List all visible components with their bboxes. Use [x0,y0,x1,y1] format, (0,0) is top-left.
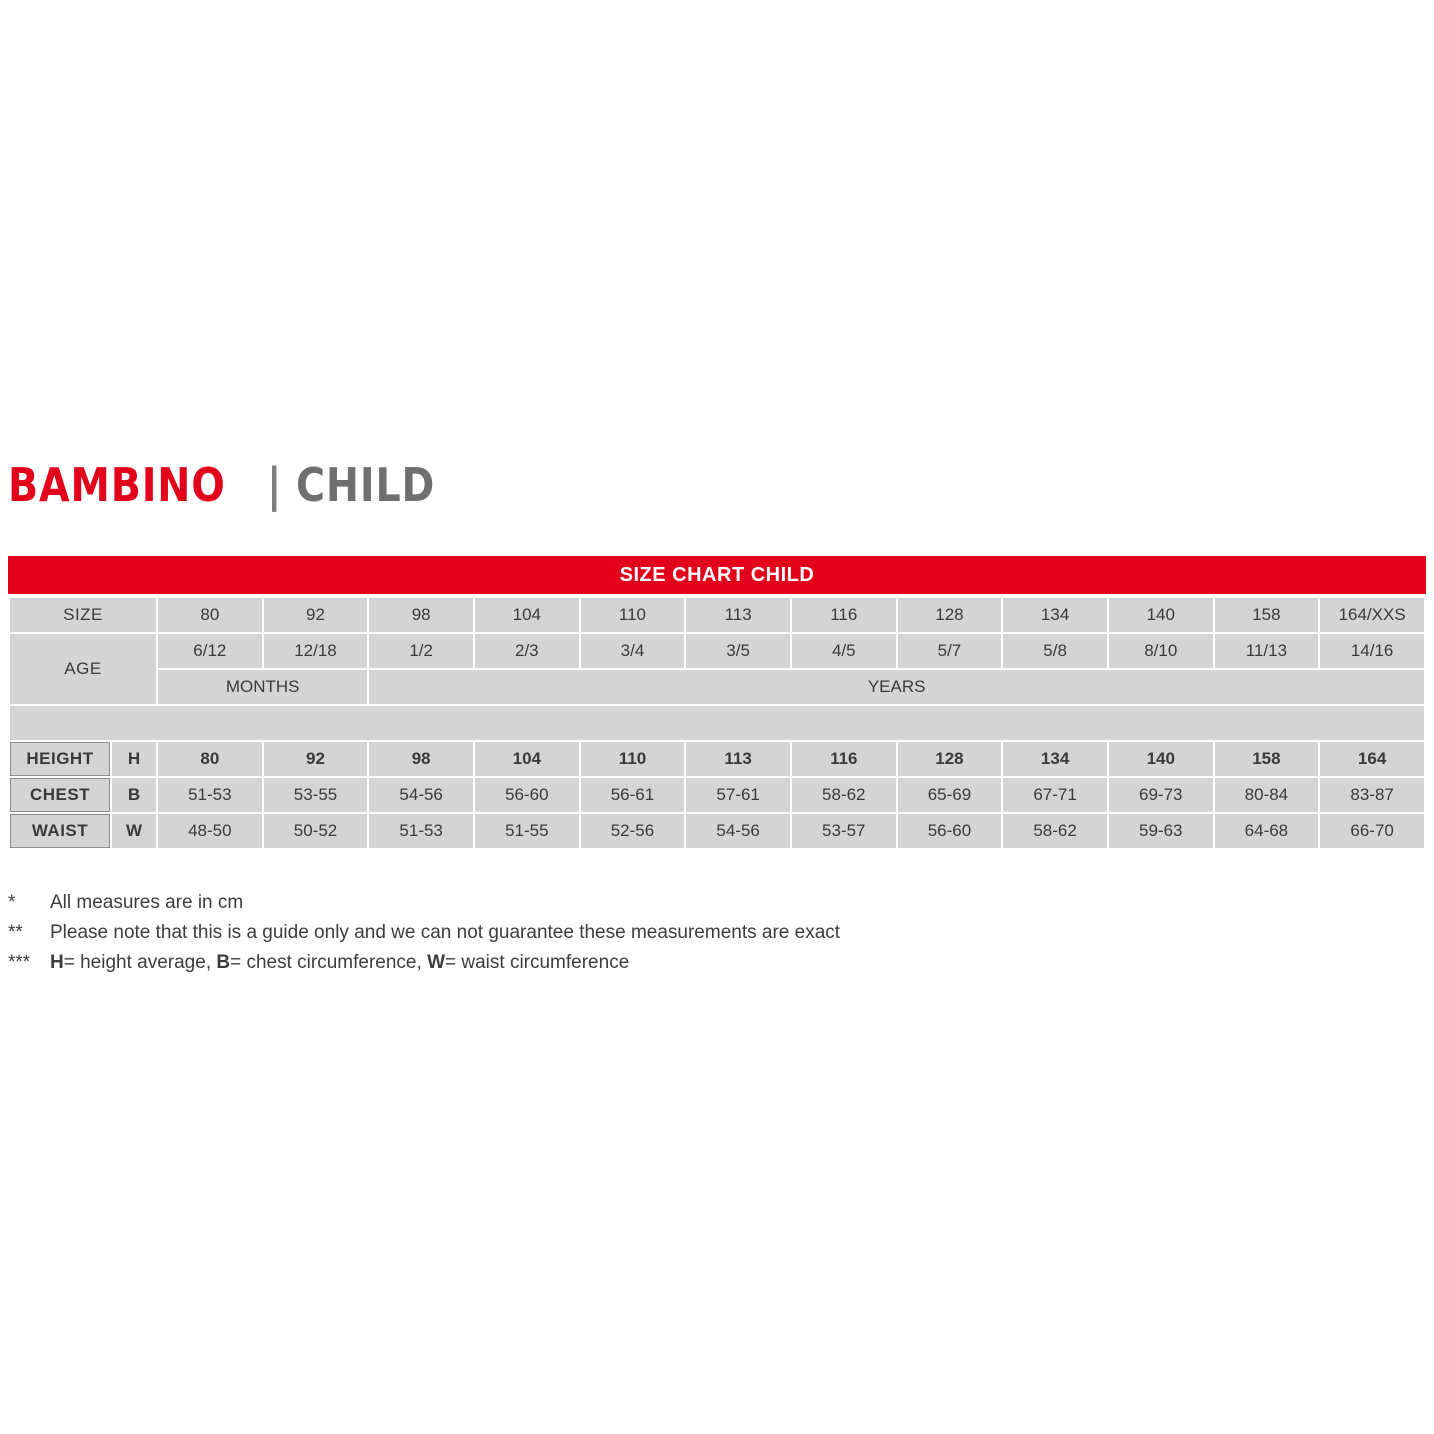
age-cell: 1/2 [369,634,473,668]
table-row-age-group [10,670,1424,704]
age-cell: 8/10 [1109,634,1213,668]
row-label-age: AGE [10,634,156,704]
height-cell: 80 [158,742,262,776]
size-cell: 110 [581,598,685,632]
note-text-legend: H= height average, B= chest circumference, W= waist circumference [50,952,630,973]
chest-cell: 56-60 [475,778,579,812]
note-item [8,918,840,948]
symbol-height: H [112,742,156,776]
waist-cell: 53-57 [792,814,896,848]
page-title [8,458,458,512]
chest-cell: 51-53 [158,778,262,812]
age-cell: 5/7 [898,634,1002,668]
size-cell: 80 [158,598,262,632]
size-chart [8,556,1426,850]
row-label-size: SIZE [10,598,156,632]
age-group-years: YEARS [369,670,1424,704]
height-cell: 164 [1320,742,1424,776]
size-cell: 164/XXS [1320,598,1424,632]
age-cell: 5/8 [1003,634,1107,668]
chest-cell: 56-61 [581,778,685,812]
note-text: Please note that this is a guide only and we can not guarantee these measurements are exact [50,922,841,943]
waist-cell: 54-56 [686,814,790,848]
chest-cell: 65-69 [898,778,1002,812]
size-cell: 158 [1215,598,1319,632]
waist-cell: 51-53 [369,814,473,848]
waist-cell: 56-60 [898,814,1002,848]
table-row-age [10,634,1424,668]
height-cell: 113 [686,742,790,776]
size-cell: 92 [264,598,368,632]
size-cell: 104 [475,598,579,632]
age-cell: 4/5 [792,634,896,668]
height-cell: 104 [475,742,579,776]
height-cell: 116 [792,742,896,776]
notes-block [8,888,840,978]
chest-cell: 67-71 [1003,778,1107,812]
age-cell: 3/4 [581,634,685,668]
chest-cell: 80-84 [1215,778,1319,812]
table-row-height [10,742,1424,776]
row-label-height: HEIGHT [10,742,110,776]
note-marker: * [8,892,16,913]
title-separator: | [267,458,282,512]
table-row-size [10,598,1424,632]
size-chart-banner: SIZE CHART CHILD [8,556,1426,594]
chest-cell: 69-73 [1109,778,1213,812]
height-cell: 140 [1109,742,1213,776]
note-text: All measures are in cm [50,892,244,913]
title-sub: CHILD [296,458,436,512]
waist-cell: 64-68 [1215,814,1319,848]
age-group-months: MONTHS [158,670,367,704]
size-cell: 134 [1003,598,1107,632]
waist-cell: 48-50 [158,814,262,848]
chest-cell: 54-56 [369,778,473,812]
size-cell: 98 [369,598,473,632]
height-cell: 128 [898,742,1002,776]
size-cell: 113 [686,598,790,632]
title-main: BAMBINO [8,458,226,512]
row-label-waist: WAIST [10,814,110,848]
age-cell: 3/5 [686,634,790,668]
symbol-chest: B [112,778,156,812]
waist-cell: 51-55 [475,814,579,848]
age-cell: 14/16 [1320,634,1424,668]
note-item [8,888,840,918]
note-marker: ** [8,922,23,943]
table-row-waist [10,814,1424,848]
size-chart-table [8,596,1426,850]
chest-cell: 53-55 [264,778,368,812]
size-cell: 116 [792,598,896,632]
waist-cell: 59-63 [1109,814,1213,848]
chest-cell: 57-61 [686,778,790,812]
size-cell: 128 [898,598,1002,632]
height-cell: 98 [369,742,473,776]
age-cell: 2/3 [475,634,579,668]
table-row-chest [10,778,1424,812]
note-marker: *** [8,952,31,973]
waist-cell: 58-62 [1003,814,1107,848]
size-cell: 140 [1109,598,1213,632]
symbol-waist: W [112,814,156,848]
row-label-chest: CHEST [10,778,110,812]
height-cell: 158 [1215,742,1319,776]
height-cell: 110 [581,742,685,776]
age-cell: 12/18 [264,634,368,668]
note-item [8,948,840,978]
chest-cell: 83-87 [1320,778,1424,812]
chest-cell: 58-62 [792,778,896,812]
waist-cell: 50-52 [264,814,368,848]
height-cell: 134 [1003,742,1107,776]
age-cell: 6/12 [158,634,262,668]
waist-cell: 66-70 [1320,814,1424,848]
age-cell: 11/13 [1215,634,1319,668]
waist-cell: 52-56 [581,814,685,848]
height-cell: 92 [264,742,368,776]
table-spacer [10,706,1424,740]
